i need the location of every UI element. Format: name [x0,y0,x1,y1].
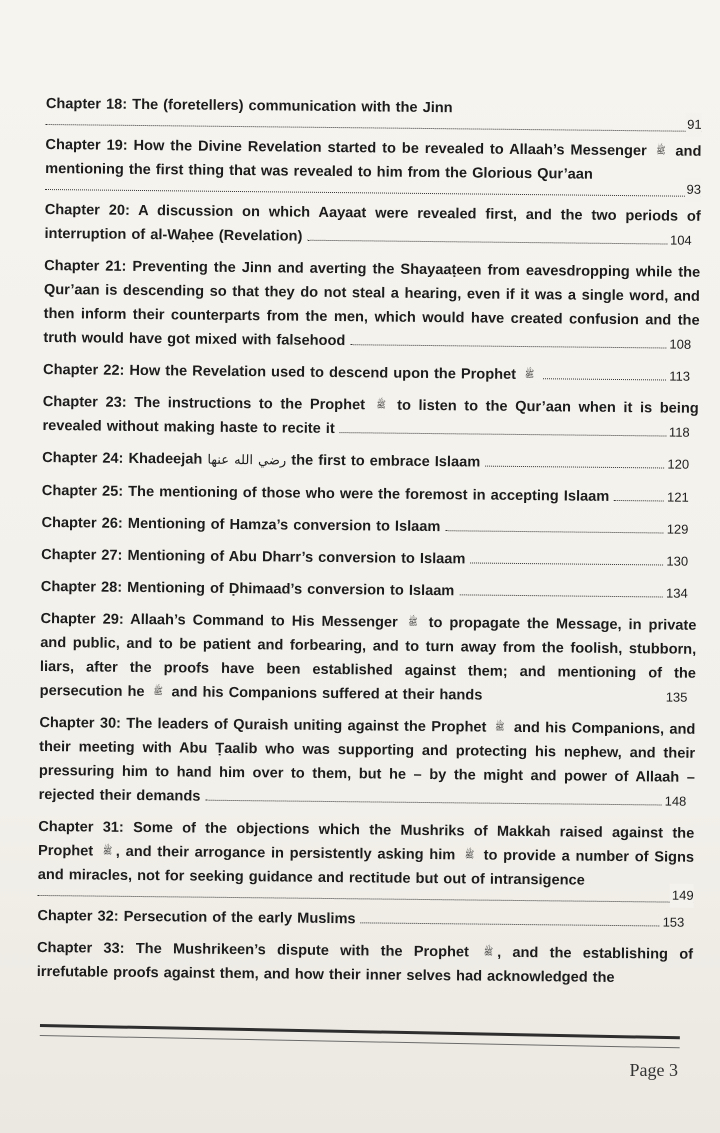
page-reference: 148 [664,793,687,809]
dot-leader [470,558,663,565]
chapter-title-text: Chapter 28: Mentioning of Ḍhimaad’s conversion to Islaam [40,578,455,600]
page-reference: 93 [684,178,701,202]
chapter-title-text: Chapter 20: A discussion on which Aayaat were revealed first, and the two periods of interruption of al-Waḥee (Revelation) [44,201,701,245]
toc-entry-chapter-33[interactable] [37,936,693,991]
page-reference: 108 [669,336,692,352]
chapter-title-text: Chapter 18: The (foretellers) communication with the Jinn [45,95,453,117]
dot-leader [487,696,662,702]
dot-leader [543,374,666,380]
toc-entry-chapter-19[interactable] [45,133,702,197]
dot-leader [340,428,666,436]
dot-leader [485,462,664,469]
chapter-title-text: and his Companions suffered at their hands [166,684,483,704]
chapter-title-text: Chapter 31: Some of the objections which the Mushriks of Makkah raised against the Prophet [37,818,695,860]
chapter-title-text: to listen to the Qur’aan when it is being revealed without making haste to recite it [42,397,699,438]
pbuh-honorific-icon: ﷺ [153,686,163,698]
dot-leader [361,918,660,926]
toc-entry-chapter-24[interactable] [42,446,698,478]
chapter-title-text: Chapter 25: The mentioning of those who were the foremost in accepting Islaam [41,482,610,505]
page-reference: 130 [666,553,689,569]
arabic-honorific: رضي الله عنها [207,452,287,469]
chapter-title-text: Chapter 33: The Mushrikeen’s dispute with the Prophet [36,939,481,961]
toc-entry-chapter-26[interactable] [41,511,697,542]
page-reference: 121 [667,489,689,505]
chapter-title-text: the first to embrace Islaam [286,452,481,471]
dot-leader [307,236,667,245]
pbuh-honorific-icon: ﷺ [524,369,535,381]
toc-entry-chapter-18[interactable] [46,92,702,132]
toc-entry-chapter-22[interactable] [43,358,699,389]
pbuh-honorific-icon: ﷺ [376,399,386,411]
dot-leader [459,590,663,597]
chapter-title-text: and his Companions, and their meeting with Abu Ṭaalib who was supporting and protecting his nephew, and their pressuring him to hand him over to them, but he – by the might and power of Allaah – rejected their demands [38,719,696,805]
pbuh-honorific-icon: ﷺ [464,849,475,861]
toc-entry-chapter-21[interactable] [43,254,700,357]
chapter-title-text: Chapter 24: Khadeejah [42,449,208,468]
page-reference: 113 [669,368,691,384]
pbuh-honorific-icon: ﷺ [102,845,113,857]
dot-leader [614,496,664,502]
chapter-title-text: Chapter 19: How the Divine Revelation started to be revealed to Allaah’s Messenger [45,136,653,160]
chapter-title-text: to propagate the Message, in private and public, and to be patient and forbearing, and to turn away from the foolish, stubborn, liars, after the proofs have been established against them; and mentioning of the persecution he [39,614,697,701]
toc-entry-chapter-25[interactable] [42,479,698,510]
page-reference: 120 [667,456,690,472]
pbuh-honorific-icon: ﷺ [656,145,666,157]
pbuh-honorific-icon: ﷺ [408,616,418,629]
chapter-title-text: , and their arrogance in persistently asking him [115,843,462,864]
page-reference: 104 [669,232,692,248]
dot-leader [350,340,666,348]
toc-entry-chapter-31[interactable] [38,815,695,903]
page-reference: 129 [666,521,689,537]
toc-entry-chapter-23[interactable] [42,390,698,445]
dot-leader [205,796,661,806]
chapter-title-text: and mentioning the first thing that was revealed to him from the Glorious Qur’aan [45,143,702,183]
toc-entry-chapter-29[interactable] [40,607,697,710]
toc-entry-chapter-32[interactable] [37,904,693,935]
footer-divider [40,1024,680,1048]
chapter-title-text: Chapter 29: Allaah’s Command to His Messenger [40,610,405,631]
chapter-title-text: Chapter 30: The leaders of Quraish uniting against the Prophet [39,714,492,736]
toc-entry-chapter-28[interactable] [41,575,697,606]
page-reference: 91 [685,113,702,137]
page-reference: 134 [665,585,688,601]
chapter-title-text: , and the establishing of irrefutable proofs against them, and how their inner selves had acknowledged the [36,944,694,987]
chapter-title-text: Chapter 21: Preventing the Jinn and averting the Shayaaṭeen from eavesdropping while the Qur’aan is descending so that they do not steal a hearing, even if it was a single word, and then inform their counterparts from the men, which would have created confusion and the truth would have got mixed with falsehood [43,257,701,350]
page-reference: 135 [665,689,688,705]
page-reference: 153 [662,914,685,930]
dot-leader [445,526,663,533]
chapter-title-text: Chapter 32: Persecution of the early Muslims [37,907,356,928]
pbuh-honorific-icon: ﷺ [495,721,505,733]
chapter-title-text: Chapter 27: Mentioning of Abu Dharr’s conversion to Islaam [41,546,466,568]
page-number: Page 3 [629,1060,678,1080]
chapter-title-text: Chapter 26: Mentioning of Hamza’s conversion to Islaam [41,514,441,536]
page-reference: 149 [670,884,694,908]
table-of-contents [37,92,702,999]
chapter-title-text: to provide a number of Signs and miracles, not for seeking guidance and rectitude but out of intransigence [37,847,695,889]
page-reference: 118 [668,424,690,440]
pbuh-honorific-icon: ﷺ [483,946,494,958]
toc-entry-chapter-30[interactable] [39,711,696,814]
toc-entry-chapter-20[interactable] [44,198,700,253]
toc-entry-chapter-27[interactable] [41,543,697,574]
chapter-title-text: Chapter 22: How the Revelation used to descend upon the Prophet [43,361,522,383]
chapter-title-text: Chapter 23: The instructions to the Prophet [42,393,373,414]
